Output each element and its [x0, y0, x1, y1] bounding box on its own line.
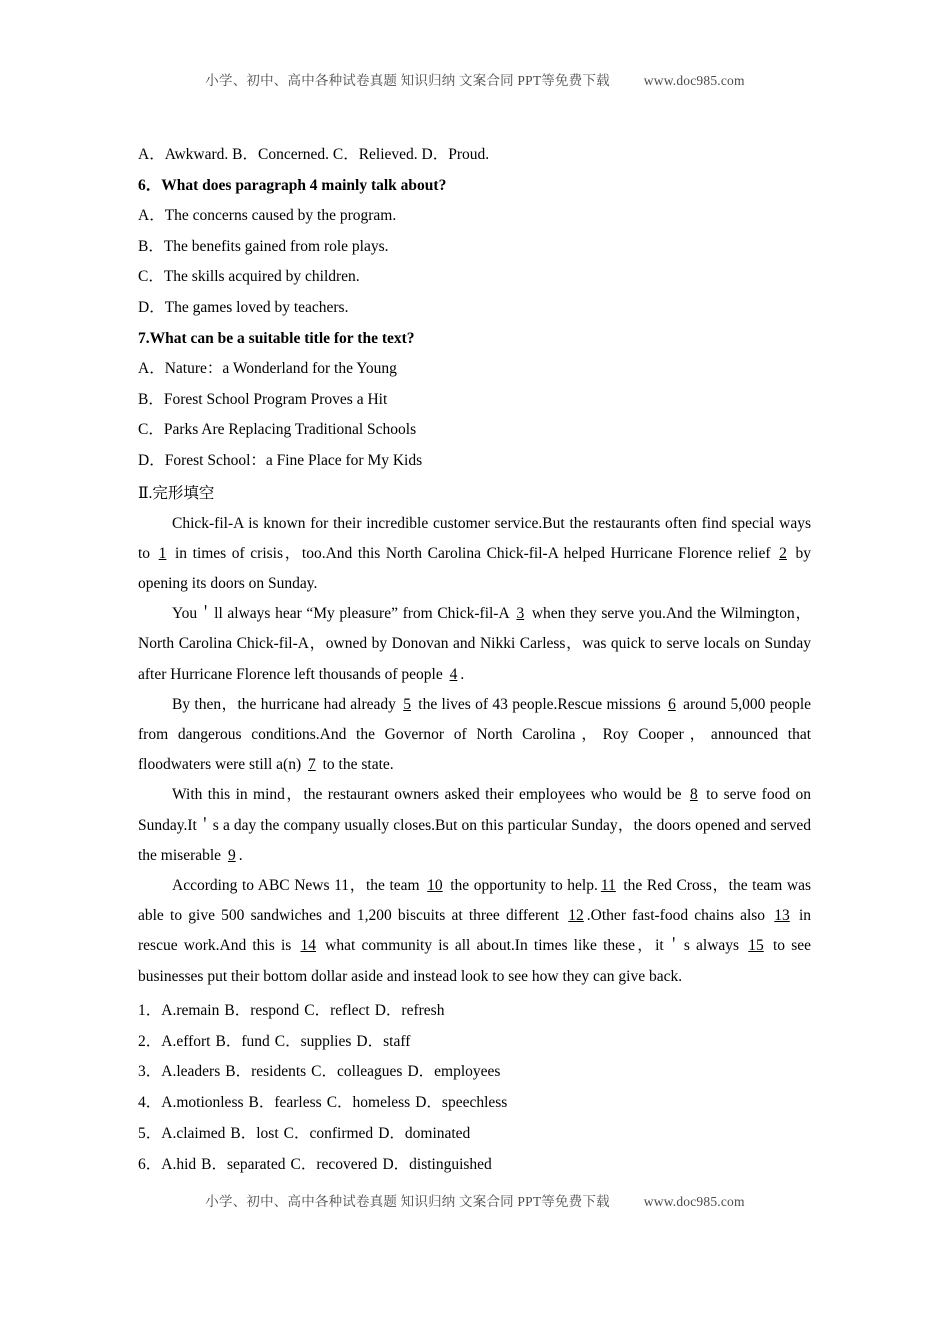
cloze-choice[interactable]: B．lost — [230, 1124, 279, 1142]
cloze-question-number: 1． — [138, 1001, 162, 1019]
header-site-url: www.doc985.com — [643, 73, 745, 88]
cloze-choice[interactable]: D．distinguished — [382, 1155, 492, 1173]
cloze-choice[interactable]: B．fund — [215, 1032, 270, 1050]
cloze-choice[interactable]: C．recovered — [290, 1155, 378, 1173]
cloze-blank-12[interactable]: 12 — [568, 907, 584, 925]
question-7-option-c[interactable]: C．Parks Are Replacing Traditional Schools — [138, 421, 417, 439]
cloze-blank-15[interactable]: 15 — [748, 937, 764, 955]
cloze-choice[interactable]: D．employees — [407, 1063, 501, 1081]
cloze-choice[interactable]: C．confirmed — [283, 1124, 374, 1142]
question-5-options-line: A．Awkward. B．Concerned. C．Relieved. D．Proud. — [138, 146, 490, 163]
cloze-choice[interactable]: D．staff — [356, 1032, 411, 1050]
cloze-blank-7[interactable]: 7 — [308, 756, 316, 774]
question-7-option-d[interactable]: D．Forest School：a Fine Place for My Kids — [138, 451, 423, 469]
cloze-choice[interactable]: C．supplies — [274, 1032, 352, 1050]
cloze-paragraph: You＇ll always hear “My pleasure” from Chick-fil-A 3 when they serve you.And the Wilmington，North Carolina Chick-fil-A，owned by Donovan and Nikki Carless，was quick to serve locals on Sunday after Hurricane Florence left thousands of people 4 . — [138, 605, 811, 683]
cloze-paragraph: Chick-fil-A is known for their incredible customer service.But the restaurants often find special ways to 1 in times of crisis，too.And this North Carolina Chick-fil-A helped Hurricane Florence relief 2 by opening its doors on Sunday. — [138, 514, 812, 592]
cloze-blank-8[interactable]: 8 — [689, 786, 698, 804]
cloze-question-row — [138, 996, 811, 1027]
cloze-blank-14[interactable]: 14 — [300, 937, 316, 955]
running-header — [0, 69, 950, 89]
cloze-choice[interactable]: A.leaders — [161, 1063, 221, 1081]
cloze-question-list — [138, 996, 811, 1181]
running-footer — [0, 1190, 950, 1210]
document-body — [138, 140, 811, 1181]
cloze-question-number: 5． — [138, 1124, 162, 1142]
cloze-question-row — [138, 1027, 811, 1058]
cloze-choice[interactable]: A.remain — [161, 1001, 220, 1019]
cloze-question-row — [138, 1057, 811, 1088]
question-6-option-d[interactable]: D．The games loved by teachers. — [138, 298, 349, 316]
cloze-blank-3[interactable]: 3 — [516, 605, 525, 623]
cloze-question-row — [138, 1088, 811, 1119]
cloze-choice[interactable]: C．homeless — [326, 1094, 411, 1112]
cloze-choice[interactable]: C．colleagues — [311, 1063, 403, 1081]
section-heading-cloze: Ⅱ.完形填空 — [138, 484, 215, 502]
cloze-choice[interactable]: B．separated — [201, 1155, 286, 1173]
footer-promo-text: 小学、初中、高中各种试卷真题 知识归纳 文案合同 PPT等免费下载 — [205, 1194, 610, 1209]
question-7-stem: 7.What can be a suitable title for the text? — [138, 329, 415, 347]
cloze-blank-13[interactable]: 13 — [774, 907, 790, 925]
cloze-blank-4[interactable]: 4 — [449, 665, 458, 683]
cloze-choice[interactable]: D．dominated — [378, 1124, 471, 1142]
footer-site-url: www.doc985.com — [643, 1194, 745, 1209]
cloze-blank-6[interactable]: 6 — [668, 695, 676, 713]
header-promo-text: 小学、初中、高中各种试卷真题 知识归纳 文案合同 PPT等免费下载 — [205, 73, 610, 88]
cloze-blank-11[interactable]: 11 — [600, 876, 616, 894]
cloze-blank-9[interactable]: 9 — [227, 846, 236, 864]
cloze-passage — [138, 509, 811, 992]
cloze-choice[interactable]: D．speechless — [415, 1094, 508, 1112]
cloze-question-row — [138, 1119, 811, 1150]
cloze-choice[interactable]: A.hid — [161, 1155, 197, 1173]
cloze-choice[interactable]: D．refresh — [374, 1001, 445, 1019]
cloze-blank-2[interactable]: 2 — [779, 544, 787, 562]
cloze-paragraph: By then，the hurricane had already 5 the lives of 43 people.Rescue missions 6 around 5,000 people from dangerous conditions.And the Governor of North Carolina，Roy Cooper，announced that floodwaters were still a(n) 7 to the state. — [138, 695, 812, 774]
cloze-question-number: 4． — [138, 1094, 162, 1112]
cloze-choice[interactable]: B．respond — [224, 1001, 300, 1019]
cloze-paragraph: With this in mind，the restaurant owners asked their employees who would be 8 to serve food on Sunday.It＇s a day the company usually closes.But on this particular Sunday，the doors opened and served the miserable 9 . — [138, 786, 811, 864]
cloze-question-number: 6． — [138, 1155, 162, 1173]
cloze-question-number: 2． — [138, 1032, 162, 1050]
question-6-option-c[interactable]: C．The skills acquired by children. — [138, 268, 360, 286]
cloze-choice[interactable]: B．fearless — [248, 1094, 322, 1112]
cloze-blank-10[interactable]: 10 — [427, 876, 443, 894]
cloze-question-number: 3． — [138, 1063, 162, 1081]
cloze-choice[interactable]: A.claimed — [161, 1124, 226, 1142]
cloze-paragraph: According to ABC News 11，the team 10 the opportunity to help. 11 the Red Cross，the team was able to give 500 sandwiches and 1,200 biscuits at three different 12 .Other fast-food chains also 13 in rescue work.And this is 14 what community is all about.In times like these，it＇s always 15 to see businesses put their bottom dollar aside and instead look to see how they can give back. — [138, 876, 812, 985]
cloze-choice[interactable]: A.motionless — [161, 1094, 244, 1112]
question-6-option-a[interactable]: A．The concerns caused by the program. — [138, 207, 397, 225]
question-7-option-b[interactable]: B．Forest School Program Proves a Hit — [138, 390, 388, 408]
question-6-stem: 6．What does paragraph 4 mainly talk about? — [138, 176, 447, 194]
cloze-choice[interactable]: B．residents — [225, 1063, 307, 1081]
cloze-choice[interactable]: C．reflect — [304, 1001, 370, 1019]
cloze-blank-1[interactable]: 1 — [158, 544, 167, 562]
question-6-option-b[interactable]: B．The benefits gained from role plays. — [138, 237, 389, 255]
cloze-blank-5[interactable]: 5 — [403, 695, 411, 713]
cloze-question-row — [138, 1150, 811, 1181]
cloze-choice[interactable]: A.effort — [161, 1032, 211, 1050]
question-7-option-a[interactable]: A．Nature：a Wonderland for the Young — [138, 360, 397, 378]
